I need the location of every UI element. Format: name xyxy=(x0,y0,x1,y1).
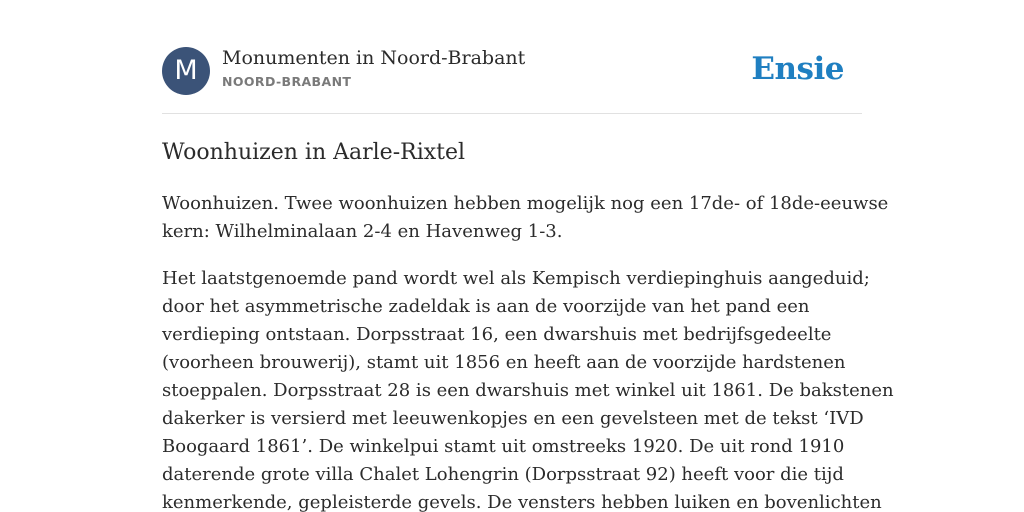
paragraph-2 xyxy=(162,265,894,512)
site-header xyxy=(162,46,862,96)
text-line: kern: Wilhelminalaan 2-4 en Havenweg 1-3. xyxy=(162,221,563,242)
text-line: dakerker is versierd met leeuwenkopjes en een gevelsteen met de tekst ‘IVD xyxy=(162,408,864,429)
text-line: kenmerkende, gepleisterde gevels. De vensters hebben luiken en bovenlichten xyxy=(162,492,882,512)
site-subtitle[interactable]: NOORD-BRABANT xyxy=(222,74,352,89)
text-line: door het asymmetrische zadeldak is aan de voorzijde van het pand een xyxy=(162,296,810,317)
article-body xyxy=(162,190,894,512)
text-line: Woonhuizen. Twee woonhuizen hebben mogelijk nog een 17de- of 18de-eeuwse xyxy=(162,193,889,214)
paragraph-1 xyxy=(162,190,889,246)
brand-logo[interactable]: Ensie xyxy=(751,51,844,87)
header-divider xyxy=(162,113,862,114)
text-line: Boogaard 1861’. De winkelpui stamt uit omstreeks 1920. De uit rond 1910 xyxy=(162,436,845,457)
avatar[interactable]: M xyxy=(162,47,210,95)
article-title: Woonhuizen in Aarle-Rixtel xyxy=(162,140,466,165)
text-line: verdieping ontstaan. Dorpsstraat 16, een dwarshuis met bedrijfsgedeelte xyxy=(162,324,832,345)
text-line: (voorheen brouwerij), stamt uit 1856 en heeft aan de voorzijde hardstenen xyxy=(162,352,846,373)
text-line: Het laatstgenoemde pand wordt wel als Kempisch verdiepinghuis aangeduid; xyxy=(162,268,870,289)
text-line: daterende grote villa Chalet Lohengrin (Dorpsstraat 92) heeft voor die tijd xyxy=(162,464,844,485)
text-line: stoeppalen. Dorpsstraat 28 is een dwarshuis met winkel uit 1861. De bakstenen xyxy=(162,380,894,401)
site-title[interactable]: Monumenten in Noord-Brabant xyxy=(222,47,526,69)
